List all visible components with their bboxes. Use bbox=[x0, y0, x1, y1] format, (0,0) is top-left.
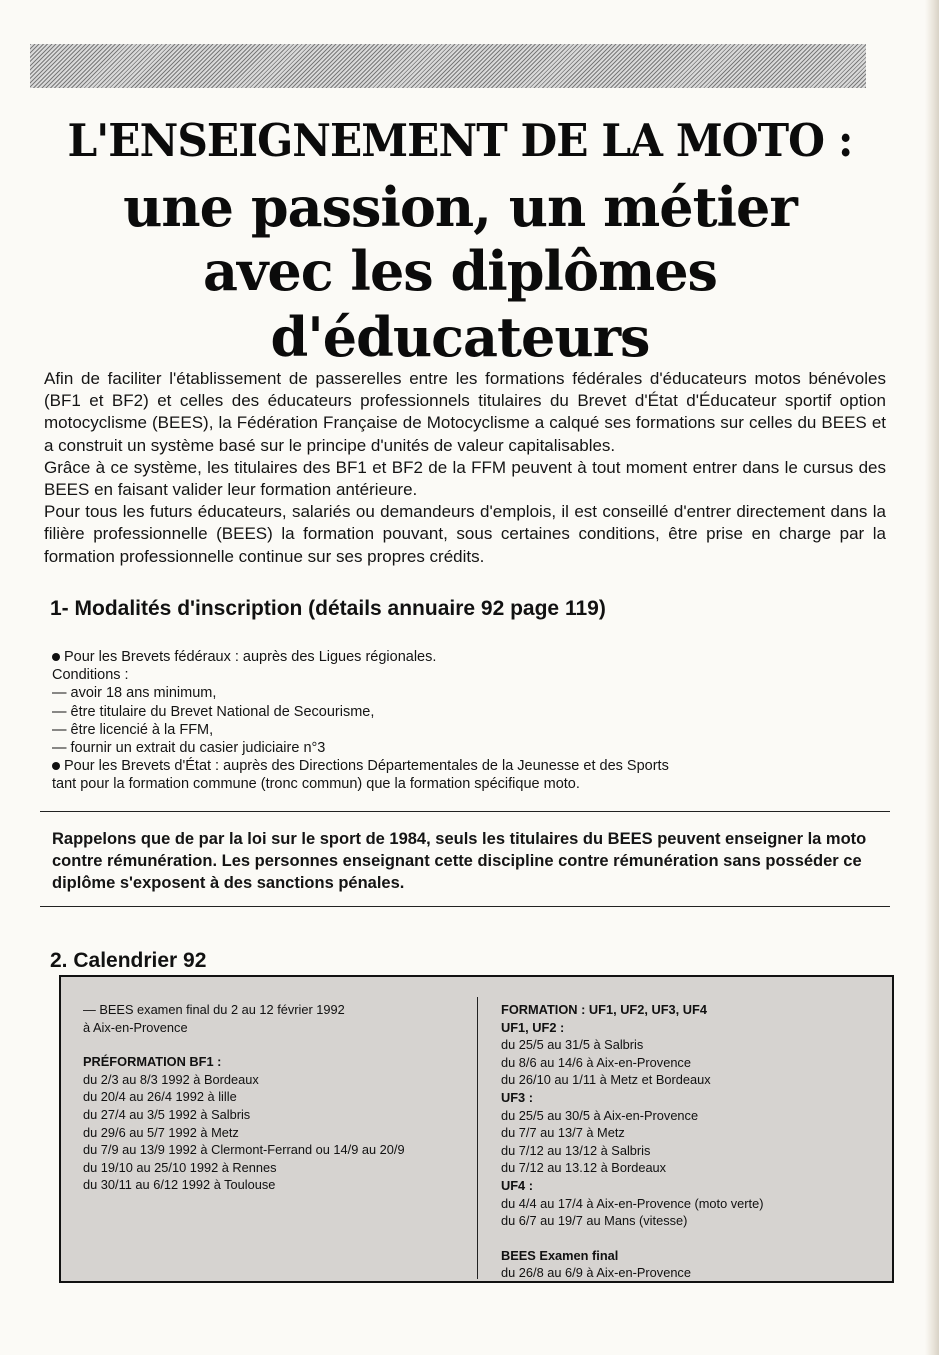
uf12-date: du 25/5 au 31/5 à Salbris bbox=[501, 1037, 644, 1053]
condition-item: — être licencié à la FFM, bbox=[52, 721, 214, 738]
decorative-hatched-banner bbox=[30, 44, 866, 88]
condition-item: — avoir 18 ans minimum, bbox=[52, 685, 217, 702]
uf4-date: du 6/7 au 19/7 au Mans (vitesse) bbox=[501, 1213, 688, 1229]
bullet-icon bbox=[52, 653, 60, 661]
registration-conditions bbox=[52, 648, 832, 794]
calendar-right-column bbox=[501, 1001, 881, 1282]
preformation-date: du 29/6 au 5/7 1992 à Metz bbox=[83, 1124, 239, 1140]
page-title bbox=[20, 112, 900, 370]
title-line-1: L'ENSEIGNEMENT DE LA MOTO : bbox=[67, 114, 853, 167]
intro-paragraph-3: Pour tous les futurs éducateurs, salariés ou demandeurs d'emplois, il est conseillé d'entrer directement dans la filière professionnelle (BEES) la formation pouvant, sous certaines conditions, être prise en charge par la formation professionnelle continue sur ses propres crédits. bbox=[44, 502, 886, 566]
calendar-column-divider bbox=[477, 997, 478, 1279]
condition-item: — fournir un extrait du casier judiciaire n°3 bbox=[52, 740, 326, 757]
final-exam-date: du 26/8 au 6/9 à Aix-en-Provence bbox=[501, 1265, 691, 1281]
uf12-title: UF1, UF2 : bbox=[501, 1019, 565, 1035]
calendar-box bbox=[59, 975, 894, 1283]
condition-item: — être titulaire du Brevet National de Secourisme, bbox=[52, 703, 375, 720]
uf3-date: du 7/12 au 13.12 à Bordeaux bbox=[501, 1160, 667, 1176]
title-line-2: une passion, un métier bbox=[123, 175, 797, 239]
legal-notice: Rappelons que de par la loi sur le sport de 1984, seuls les titulaires du BEES peuvent enseigner la moto contre rémunération. Les personnes enseignant cette discipline contre rémunération sans posséder ce diplôme s'exposent à des sanctions pénales. bbox=[52, 830, 867, 892]
conditions-label: Conditions : bbox=[52, 667, 129, 684]
preformation-date: du 27/4 au 3/5 1992 à Salbris bbox=[83, 1106, 251, 1122]
state-text-1: Pour les Brevets d'État : auprès des Directions Départementales de la Jeunesse et des Sports bbox=[64, 758, 669, 775]
preformation-date: du 2/3 au 8/3 1992 à Bordeaux bbox=[83, 1071, 259, 1087]
federal-line bbox=[52, 648, 832, 666]
uf3-title: UF3 : bbox=[501, 1089, 533, 1105]
uf12-date: du 26/10 au 1/11 à Metz et Bordeaux bbox=[501, 1072, 711, 1088]
exam-line: — BEES examen final du 2 au 12 février 1992 bbox=[83, 1002, 345, 1017]
federal-text: Pour les Brevets fédéraux : auprès des Ligues régionales. bbox=[64, 649, 437, 665]
uf12-date: du 8/6 au 14/6 à Aix-en-Provence bbox=[501, 1054, 691, 1070]
exam-place: à Aix-en-Provence bbox=[83, 1019, 188, 1035]
uf3-date: du 25/5 au 30/5 à Aix-en-Provence bbox=[501, 1107, 699, 1123]
page-edge bbox=[925, 0, 939, 1355]
section-1-heading: 1- Modalités d'inscription (détails annuaire 92 page 119) bbox=[50, 597, 606, 620]
state-text-2: tant pour la formation commune (tronc commun) que la formation spécifique moto. bbox=[52, 776, 580, 793]
formation-title: FORMATION : UF1, UF2, UF3, UF4 bbox=[501, 1002, 707, 1017]
divider-top bbox=[40, 811, 890, 812]
preformation-date: du 30/11 au 6/12 1992 à Toulouse bbox=[83, 1177, 276, 1193]
uf3-date: du 7/12 au 13/12 à Salbris bbox=[501, 1142, 651, 1158]
bullet-icon bbox=[52, 762, 60, 770]
intro-paragraph-2: Grâce à ce système, les titulaires des BF1 et BF2 de la FFM peuvent à tout moment entrer dans le cursus des BEES en faisant valider leur formation antérieure. bbox=[44, 457, 886, 500]
preformation-title: PRÉFORMATION BF1 : bbox=[83, 1054, 222, 1070]
preformation-date: du 7/9 au 13/9 1992 à Clermont-Ferrand ou 14/9 au 20/9 bbox=[83, 1142, 405, 1158]
title-line-3: avec les diplômes d'éducateurs bbox=[203, 239, 717, 369]
preformation-date: du 19/10 au 25/10 1992 à Rennes bbox=[83, 1159, 277, 1175]
intro-text bbox=[44, 368, 886, 568]
uf4-title: UF4 : bbox=[501, 1177, 533, 1193]
state-line bbox=[52, 757, 832, 775]
calendar-left-column bbox=[83, 1001, 463, 1194]
final-exam-title: BEES Examen final bbox=[501, 1247, 619, 1263]
uf3-date: du 7/7 au 13/7 à Metz bbox=[501, 1125, 625, 1141]
preformation-date: du 20/4 au 26/4 1992 à lille bbox=[83, 1089, 237, 1105]
intro-paragraph-1: Afin de faciliter l'établissement de passerelles entre les formations fédérales d'éducateurs motos bénévoles (BF1 et BF2) et celles des éducateurs professionnels titulaires du Brevet d'État d'Éducateur sportif option motocyclisme (BEES), la Fédération Française de Motocyclisme a calqué ses formations sur celles du BEES et a construit un système basé sur le principe d'unités de valeur capitalisables. bbox=[44, 369, 886, 455]
divider-bottom bbox=[40, 906, 890, 907]
section-2-heading: 2. Calendrier 92 bbox=[50, 949, 207, 972]
uf4-date: du 4/4 au 17/4 à Aix-en-Provence (moto verte) bbox=[501, 1195, 764, 1211]
